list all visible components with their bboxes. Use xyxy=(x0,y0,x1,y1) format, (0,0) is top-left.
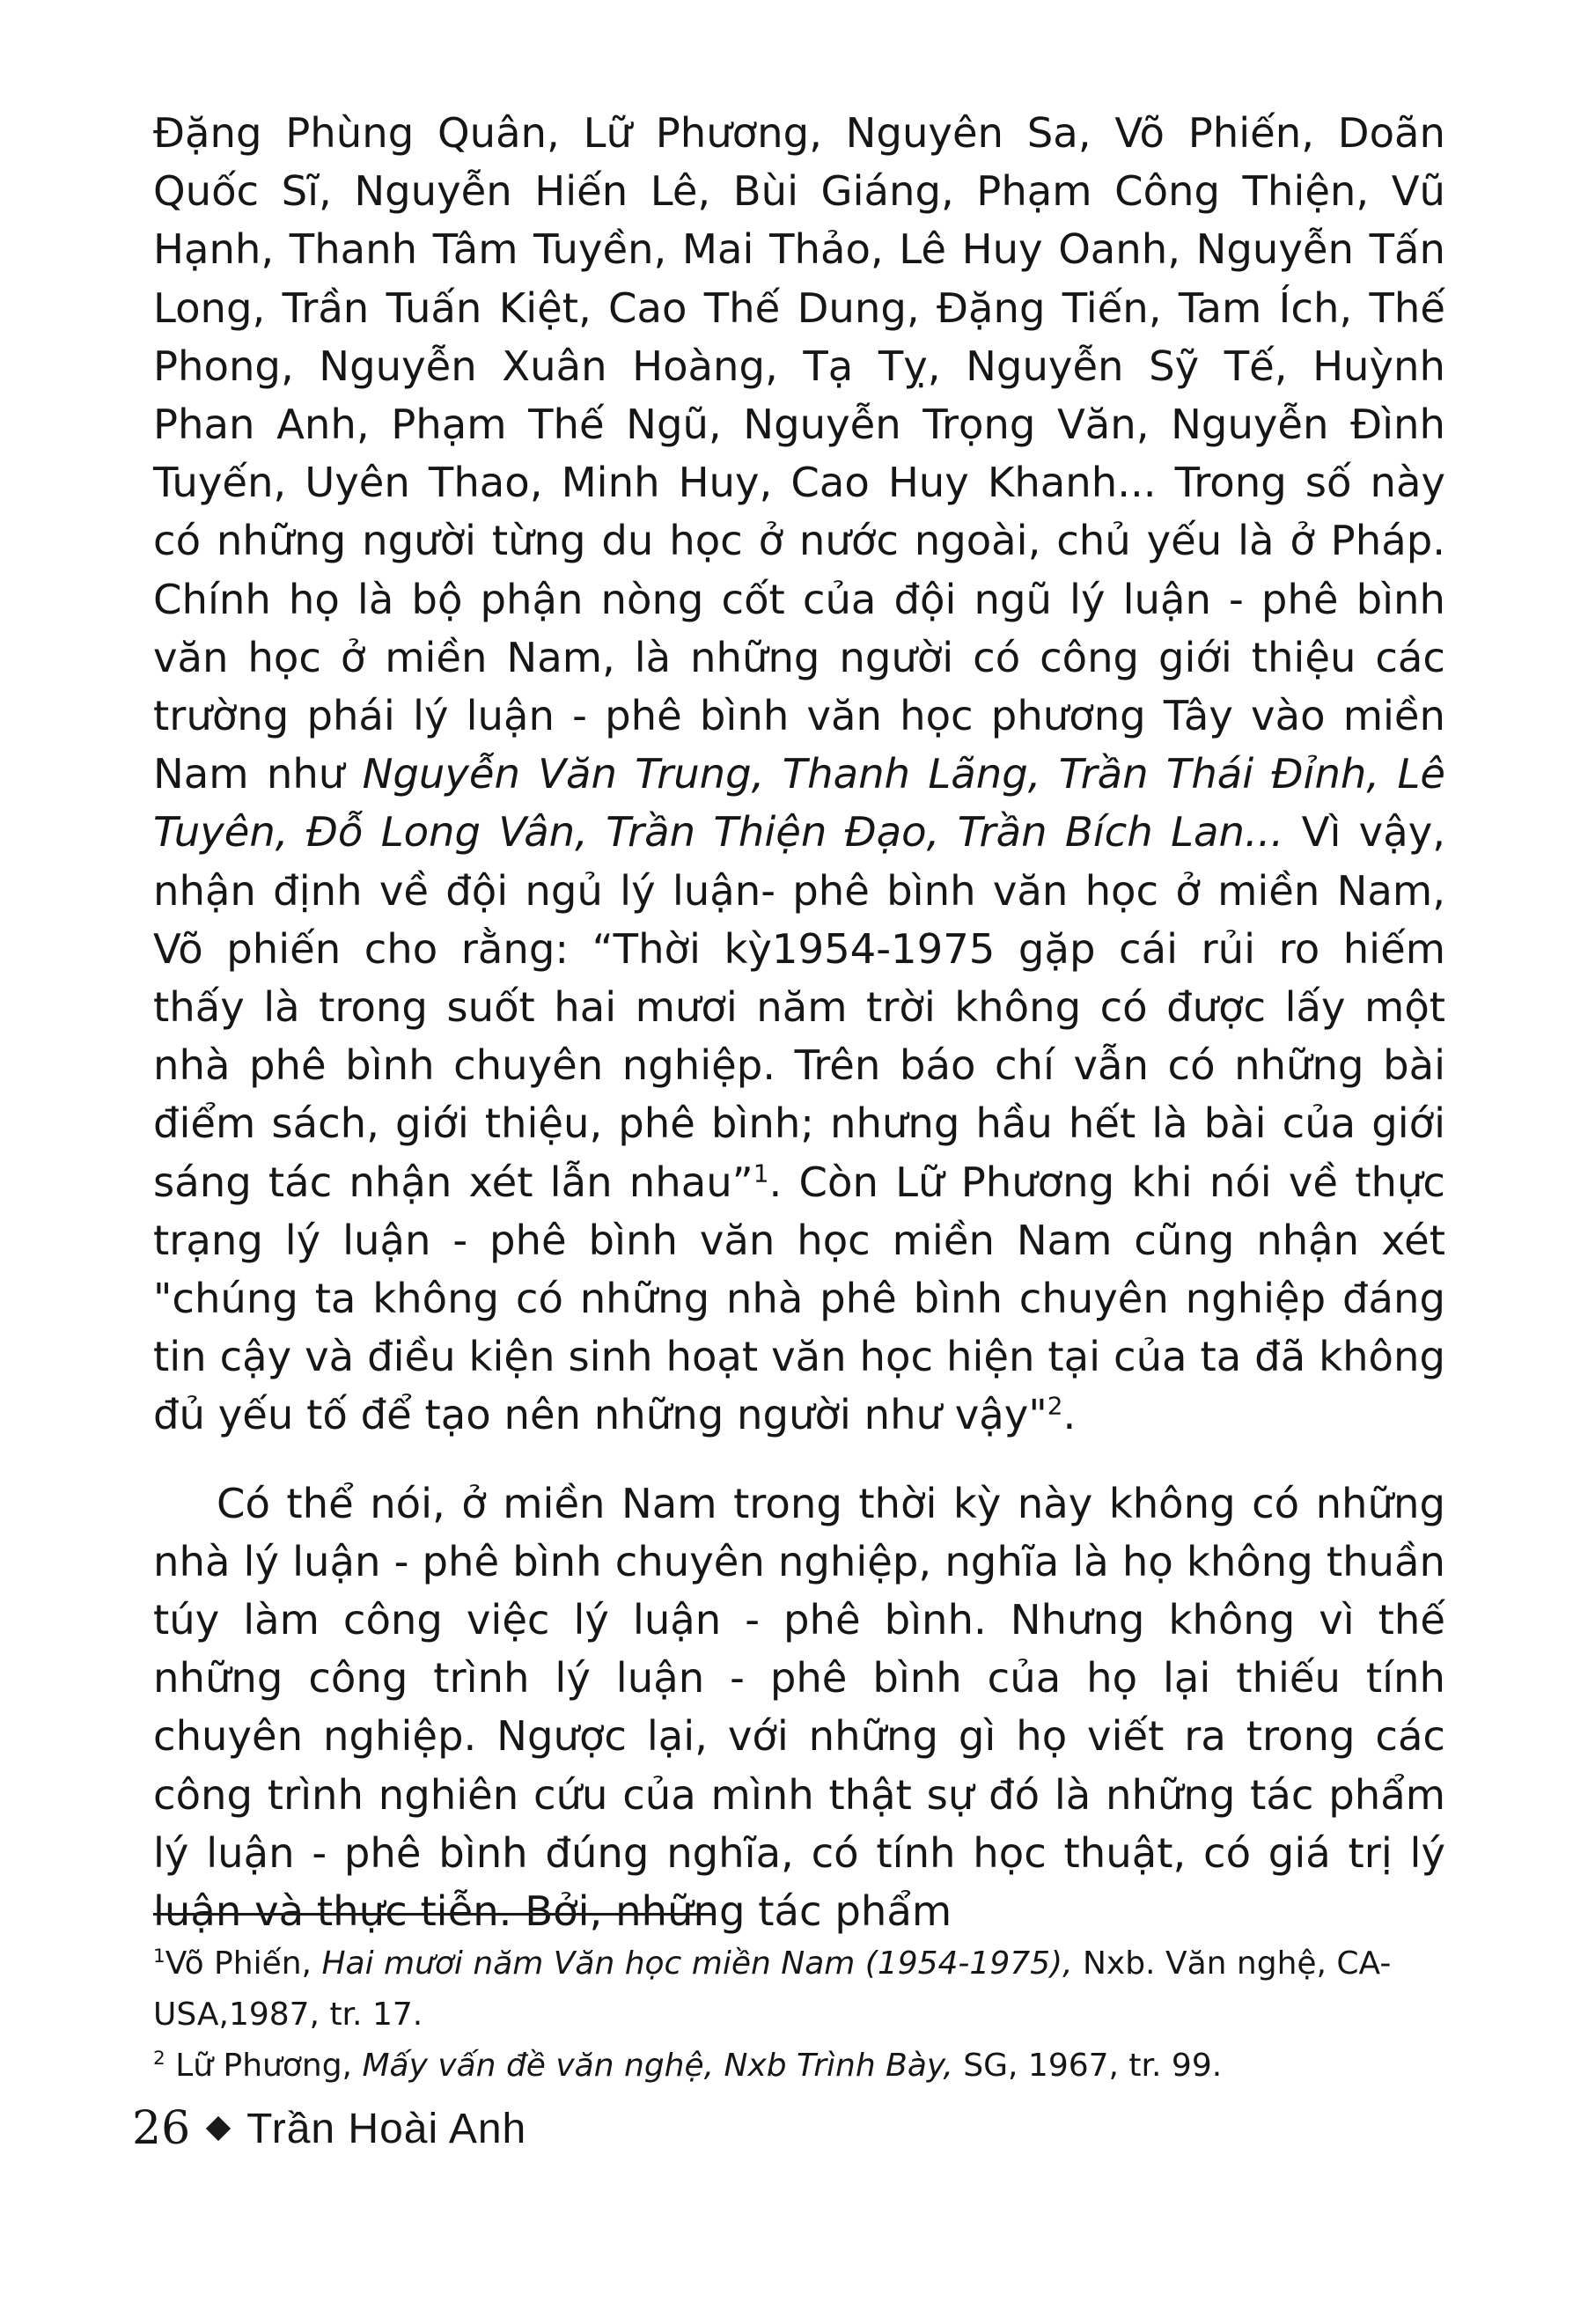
author-name: Trần Hoài Anh xyxy=(246,2105,527,2152)
diamond-icon xyxy=(206,2116,231,2141)
body-text xyxy=(153,104,1445,1940)
footnote-divider xyxy=(153,1913,715,1916)
paragraph-2: Có thể nói, ở miền Nam trong thời kỳ này không có những nhà lý luận - phê bình chuyên nghiệp, nghĩa là họ không thuần túy làm công việc lý luận - phê bình. Nhưng không vì thế những công trình lý luận - phê bình của họ lại thiếu tính chuyên nghiệp. Ngược lại, với những gì họ viết ra trong các công trình nghiên cứu của mình thật sự đó là những tác phẩm lý luận - phê bình đúng nghĩa, có tính học thuật, có giá trị lý luận và thực tiễn. Bởi, những tác phẩm xyxy=(153,1479,1445,1936)
footnotes xyxy=(153,1938,1445,2092)
footnote-ref-2: 2 xyxy=(1047,1391,1063,1421)
italic-names: Nguyễn Văn Trung, Thanh Lãng, Trần Thái Đỉnh, Lê Tuyên, Đỗ Long Vân, Trần Thiện Đạo, Trần Bích Lan... xyxy=(153,750,1445,857)
footnote-ref-1: 1 xyxy=(753,1158,769,1188)
page-number: 26 xyxy=(132,2102,191,2155)
paragraph-1: Đặng Phùng Quân, Lữ Phương, Nguyên Sa, Võ Phiến, Doãn Quốc Sĩ, Nguyễn Hiến Lê, Bùi Giáng, Phạm Công Thiện, Vũ Hạnh, Thanh Tâm Tuyền, Mai Thảo, Lê Huy Oanh, Nguyễn Tấn Long, Trần Tuấn Kiệt, Cao Thế Dung, Đặng Tiến, Tam Ích, Thế Phong, Nguyễn Xuân Hoàng, Tạ Tỵ, Nguyễn Sỹ Tế, Huỳnh Phan Anh, Phạm Thế Ngũ, Nguyễn Trọng Văn, Nguyễn Đình Tuyến, Uyên Thao, Minh Huy, Cao Huy Khanh... Trong số này có những người từng du học ở nước ngoài, chủ yếu là ở Pháp. Chính họ là bộ phận nòng cốt của đội ngũ lý luận - phê bình văn học ở miền Nam, là những người có công giới thiệu các trường phái lý luận - phê bình văn học phương Tây vào miền Nam như Nguyễn Văn Trung, Thanh Lãng, Trần Thái Đỉnh, Lê Tuyên, Đỗ Long Vân, Trần Thiện Đạo, Trần Bích Lan... Vì vậy, nhận định về đội ngủ lý luận- phê bình văn học ở miền Nam, Võ phiến cho rằng: “Thời kỳ1954-1975 gặp cái rủi ro hiếm thấy là trong suốt hai mươi năm trời không có được lấy một nhà phê bình chuyên nghiệp. Trên báo chí vẫn có những bài điểm sách, giới thiệu, phê bình; nhưng hầu hết là bài của giới sáng tác nhận xét lẫn nhau”$^1$. Còn Lữ Phương khi nói về thực trạng lý luận - phê bình văn học miền Nam cũng nhận xét "chúng ta không có những nhà phê bình chuyên nghiệp đáng tin cậy và điều kiện sinh hoạt văn học hiện tại của ta đã không đủ yếu tố để tạo nên những người như vậy"$^2$. xyxy=(153,109,1445,1439)
footnote-1: $^1$Võ Phiến, Hai mươi năm Văn học miền Nam (1954-1975), Nxb. Văn nghệ, CA-USA,1987, tr. 17. xyxy=(153,1945,1392,2033)
running-footer xyxy=(132,2102,526,2155)
footnote-2: $^2$ Lữ Phương, Mấy vấn đề văn nghệ, Nxb Trình Bày, SG, 1967, tr. 99. xyxy=(153,2048,1223,2084)
